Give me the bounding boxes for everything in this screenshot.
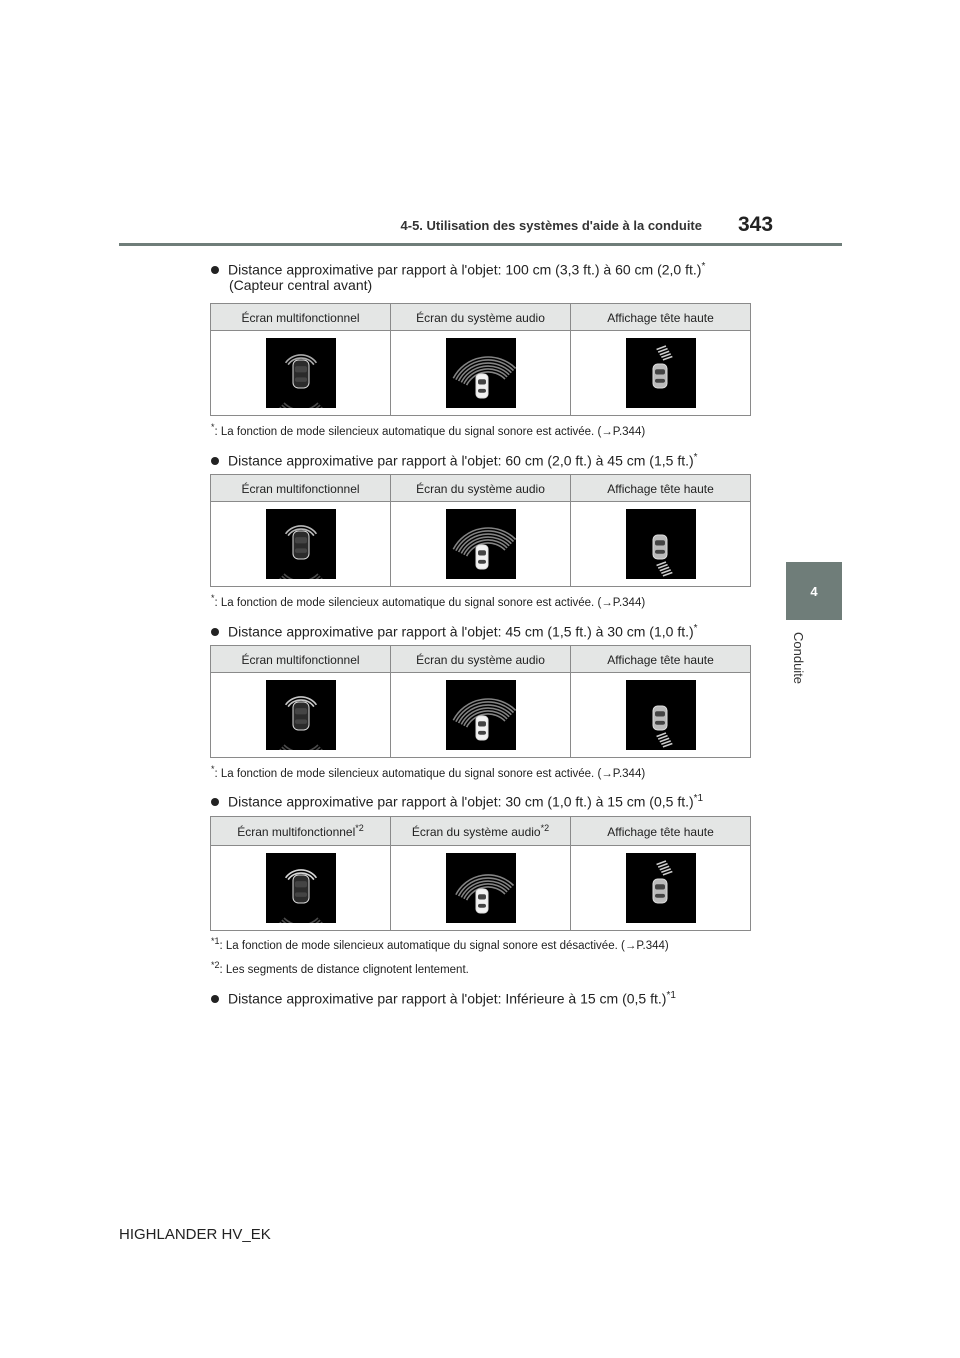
display-table-1 — [210, 303, 751, 416]
footnote: $^{*1}$: La fonction de mode silencieux automatique du signal sonore est désactivée. (→P.344) — [211, 936, 669, 952]
footnote: $^{*2}$: Les segments de distance clignotent lentement. — [211, 960, 469, 976]
audio-sensor-pictogram — [446, 853, 516, 923]
table-header-hud: Affichage tête haute — [571, 304, 751, 331]
bullet-distance-2: Distance approximative par rapport à l'objet: 60 cm (2,0 ft.) à 45 cm (1,5 ft.)* — [211, 448, 698, 471]
header-section-title: 4-5. Utilisation des systèmes d'aide à la conduite — [400, 218, 702, 233]
bullet-dot-icon — [211, 628, 219, 636]
audio-display-image — [446, 338, 516, 408]
footnote: *: La fonction de mode silencieux automatique du signal sonore est activée. (→P.344) — [211, 764, 646, 780]
table-header-audio: Écran du système audio — [391, 304, 571, 331]
multi-sensor-pictogram — [266, 853, 336, 923]
audio-display-image — [446, 853, 516, 923]
bullet-distance-5: Distance approximative par rapport à l'objet: Inférieure à 15 cm (0,5 ft.)$^{*1}$ — [211, 986, 676, 1009]
audio-sensor-pictogram — [446, 338, 516, 408]
bullet-distance-3: Distance approximative par rapport à l'objet: 45 cm (1,5 ft.) à 30 cm (1,0 ft.)* — [211, 619, 698, 642]
audio-sensor-pictogram — [446, 509, 516, 579]
footnote: *: La fonction de mode silencieux automatique du signal sonore est activée. (→P.344) — [211, 422, 646, 438]
chapter-label: Conduite — [791, 632, 806, 685]
hud-sensor-pictogram — [626, 338, 696, 408]
table-header-hud: Affichage tête haute — [571, 475, 751, 502]
footnote: *: La fonction de mode silencieux automatique du signal sonore est activée. (→P.344) — [211, 593, 646, 609]
bullet-dot-icon — [211, 798, 219, 806]
hud-display-image — [626, 680, 696, 750]
hud-sensor-pictogram — [626, 853, 696, 923]
table-header-audio: Écran du système audio — [391, 646, 571, 673]
bullet-dot-icon — [211, 995, 219, 1003]
footer-model-name: HIGHLANDER HV_EK — [119, 1226, 271, 1243]
page-number: 343 — [738, 213, 774, 236]
bullet-distance-1: Distance approximative par rapport à l'objet: 100 cm (3,3 ft.) à 60 cm (2,0 ft.)* — [211, 257, 705, 280]
header-rule — [119, 243, 842, 246]
display-table-2 — [210, 474, 751, 587]
audio-sensor-pictogram — [446, 680, 516, 750]
bullet-dot-icon — [211, 266, 219, 274]
table-header-multi: Écran multifonctionnel — [211, 475, 391, 502]
table-header-multi: Écran multifonctionnel — [211, 304, 391, 331]
table-header-multi: Écran multifonctionnel$^{*2}$ — [211, 817, 391, 846]
table-header-hud: Affichage tête haute — [571, 646, 751, 673]
table-header-audio: Écran du système audio — [391, 475, 571, 502]
audio-display-image — [446, 509, 516, 579]
chapter-tab: 4 — [786, 562, 842, 620]
display-table-4 — [210, 816, 751, 931]
multi-display-image — [266, 338, 336, 408]
bullet-dot-icon — [211, 457, 219, 465]
audio-display-image — [446, 680, 516, 750]
display-table-3 — [210, 645, 751, 758]
table-header-audio: Écran du système audio$^{*2}$ — [391, 817, 571, 846]
multi-display-image — [266, 509, 336, 579]
multi-display-image — [266, 853, 336, 923]
hud-sensor-pictogram — [626, 680, 696, 750]
table-header-hud: Affichage tête haute — [571, 817, 751, 846]
multi-sensor-pictogram — [266, 338, 336, 408]
bullet-distance-4: Distance approximative par rapport à l'objet: 30 cm (1,0 ft.) à 15 cm (0,5 ft.)$^{*1}$ — [211, 789, 703, 812]
multi-sensor-pictogram — [266, 509, 336, 579]
hud-sensor-pictogram — [626, 509, 696, 579]
hud-display-image — [626, 853, 696, 923]
table-header-multi: Écran multifonctionnel — [211, 646, 391, 673]
multi-display-image — [266, 680, 336, 750]
hud-display-image — [626, 338, 696, 408]
bullet-subline: (Capteur central avant) — [229, 277, 373, 293]
hud-display-image — [626, 509, 696, 579]
multi-sensor-pictogram — [266, 680, 336, 750]
